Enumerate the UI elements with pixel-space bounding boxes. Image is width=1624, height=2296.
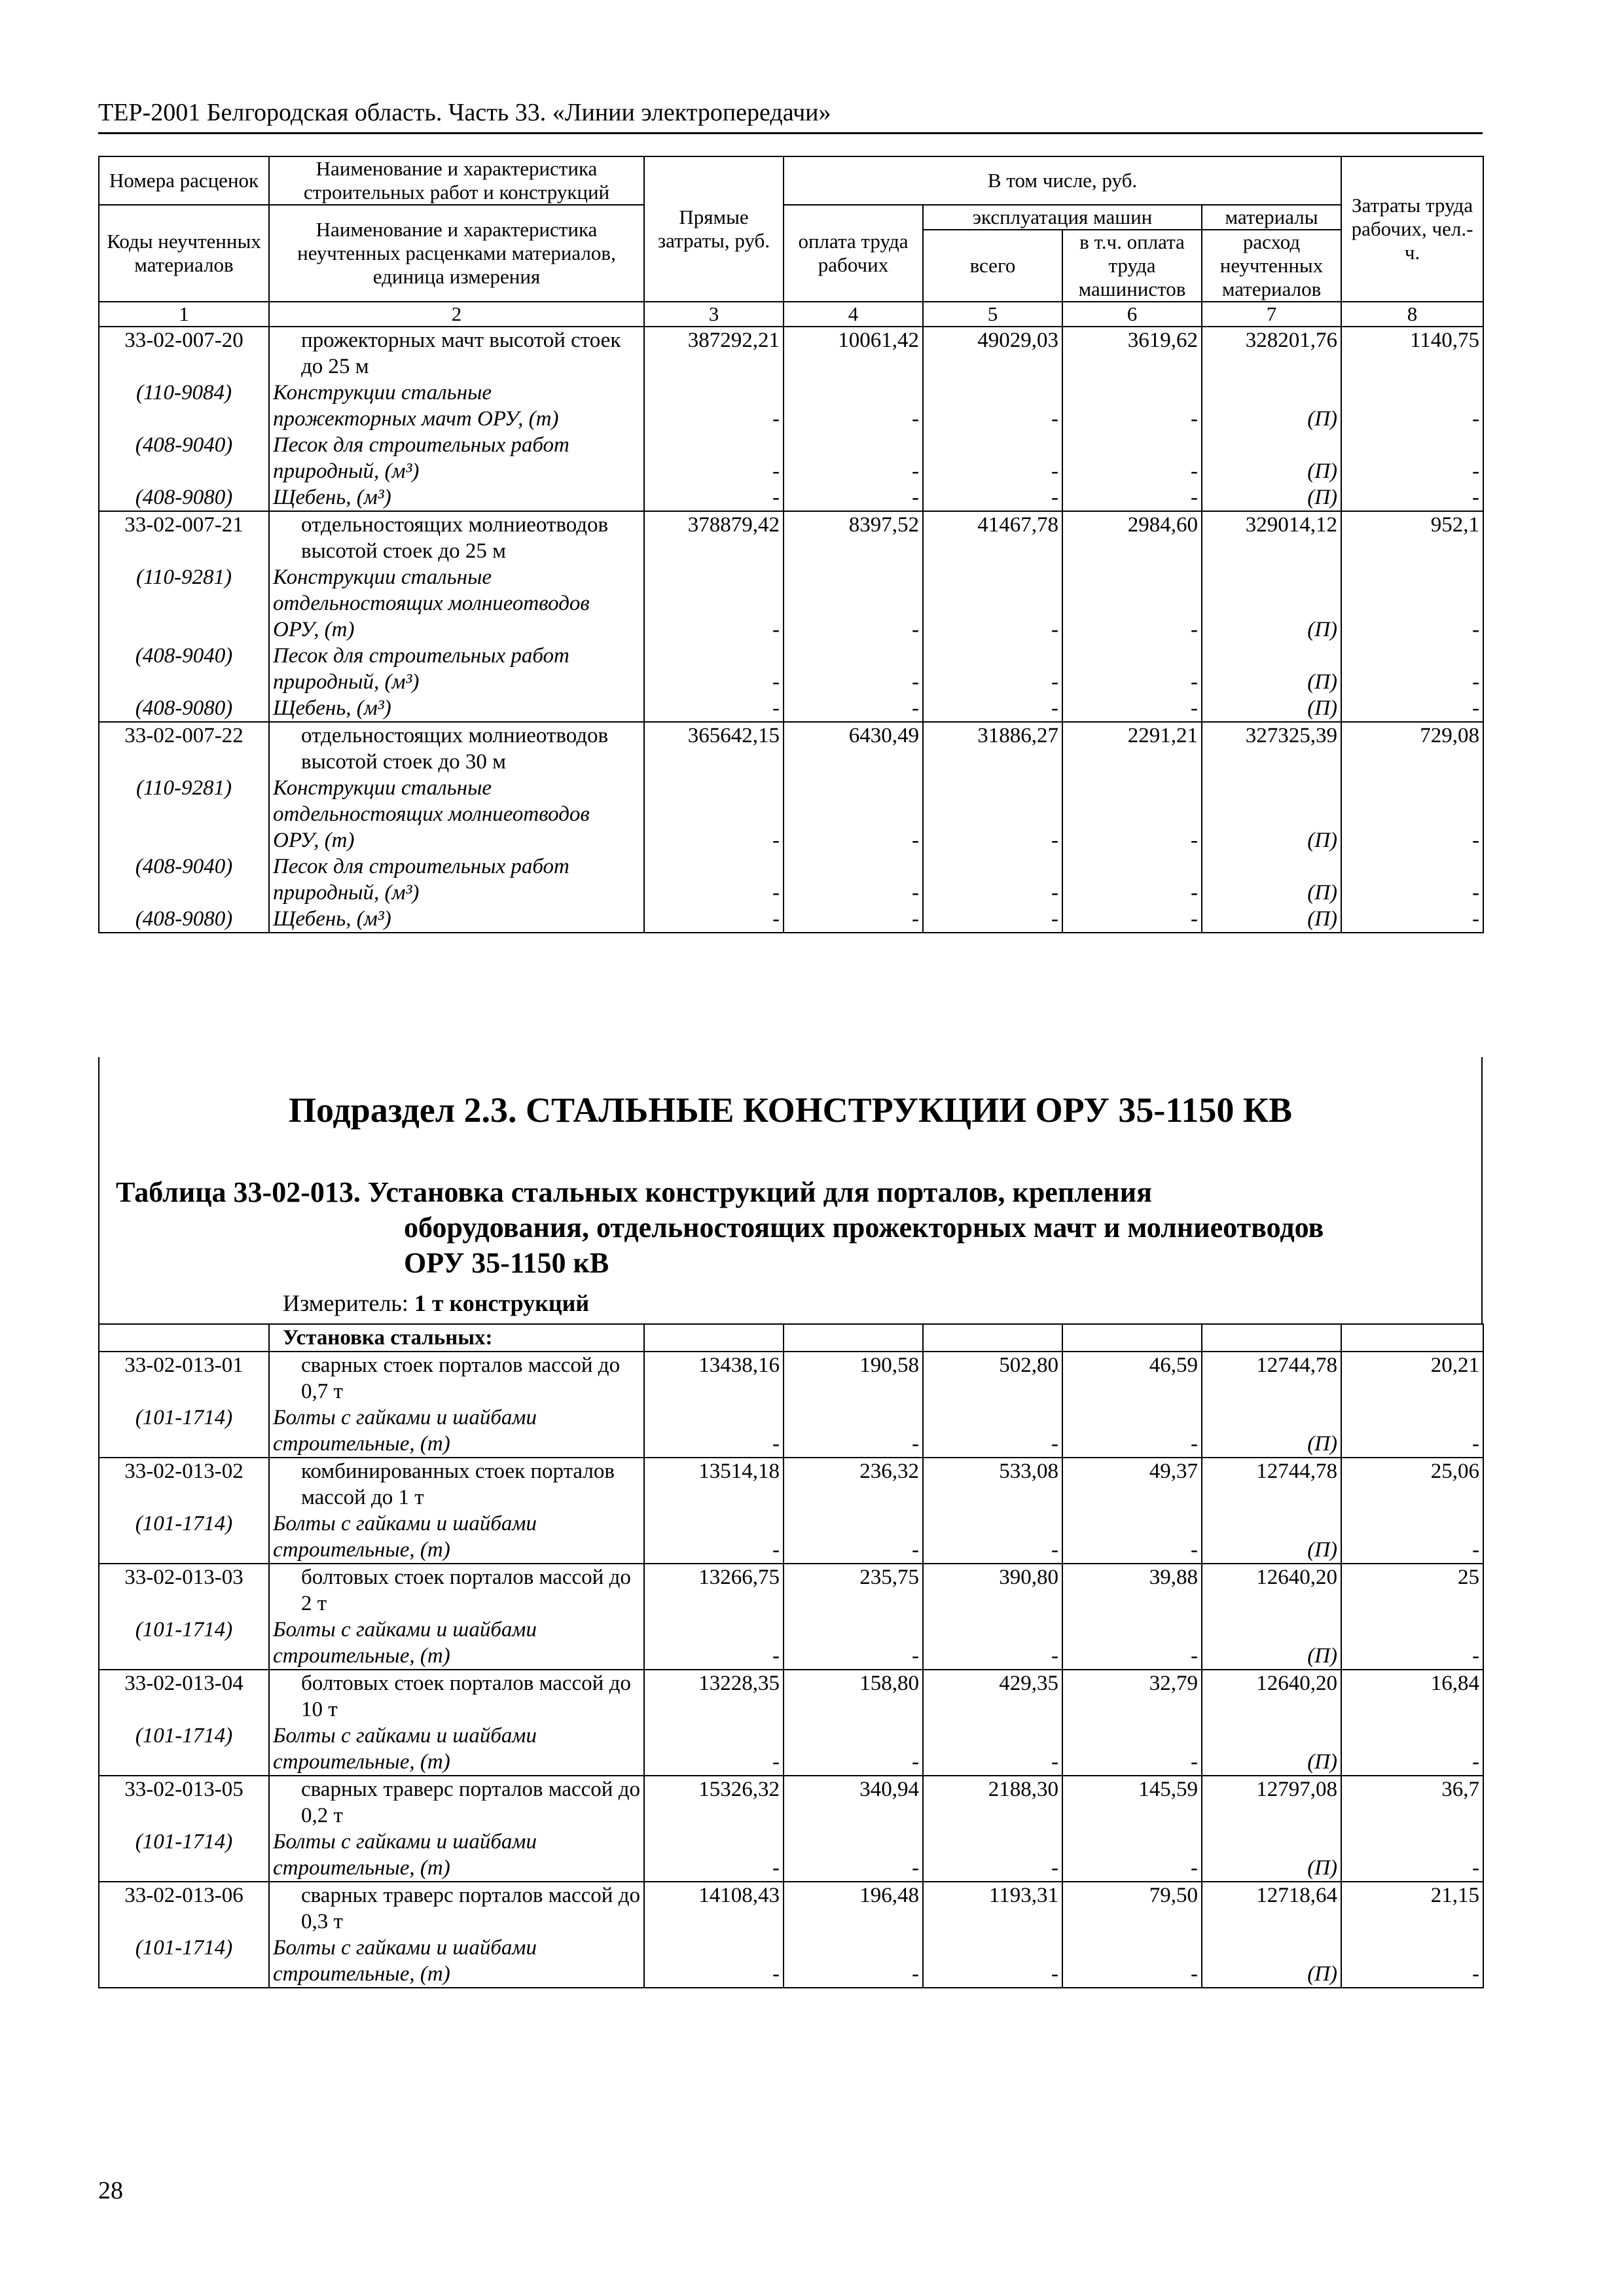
dash-cell: - [784,1405,923,1458]
group-cell-empty [784,1324,923,1352]
rate-value: 49,37 [1062,1458,1202,1511]
table-head [99,156,1483,327]
rate-value: 13228,35 [644,1670,784,1723]
material-name: Болты с гайками и шайбами строительные, (т) [269,1723,644,1776]
material-flag: (П) [1202,853,1341,906]
col-machines-pay: в т.ч. оплата труда машинистов [1062,230,1202,302]
rate-value: 8397,52 [784,511,923,564]
material-row [99,1405,1483,1458]
dash-cell: - [784,1511,923,1564]
rate-row [99,511,1483,564]
rate-value: 328201,76 [1202,327,1341,380]
material-flag: (П) [1202,484,1341,511]
rate-value: 12640,20 [1202,1564,1341,1617]
dash-cell: - [644,775,784,853]
rate-value: 36,7 [1341,1776,1483,1829]
dash-cell: - [1341,1829,1483,1882]
dash-cell: - [1341,1511,1483,1564]
rate-value: 235,75 [784,1564,923,1617]
dash-cell: - [1062,1723,1202,1776]
material-name: Конструкции стальные отдельностоящих молниеотводов ОРУ, (т) [269,775,644,853]
rate-code: 33-02-013-06 [99,1882,269,1935]
dash-cell: - [1062,643,1202,695]
rate-name: отдельностоящих молниеотводов высотой стоек до 25 м [269,511,644,564]
dash-cell: - [784,1829,923,1882]
material-name: Болты с гайками и шайбами строительные, (т) [269,1617,644,1670]
rate-value: 236,32 [784,1458,923,1511]
dash-cell: - [644,1829,784,1882]
rate-row [99,327,1483,380]
material-code: (408-9080) [99,484,269,511]
material-code: (110-9281) [99,775,269,853]
table-body-1 [99,327,1483,933]
dash-cell: - [1062,484,1202,511]
rate-value: 533,08 [923,1458,1062,1511]
rate-name: сварных траверс порталов массой до 0,2 т [269,1776,644,1829]
page-header: ТЕР-2001 Белгородская область. Часть 33. «Линии электропередачи» [98,98,1483,134]
dash-cell: - [923,1935,1062,1988]
measure-value: 1 т конструкций [414,1290,590,1316]
material-code: (408-9040) [99,643,269,695]
rate-value: 6430,49 [784,722,923,775]
material-flag: (П) [1202,1617,1341,1670]
dash-cell: - [644,484,784,511]
dash-cell: - [1341,380,1483,432]
dash-cell: - [1341,695,1483,722]
group-cell-empty [1341,1324,1483,1352]
col-number: 4 [784,302,923,327]
rate-value: 365642,15 [644,722,784,775]
rate-value: 429,35 [923,1670,1062,1723]
dash-cell: - [784,432,923,484]
material-row [99,1935,1483,1988]
rate-value: 12718,64 [1202,1882,1341,1935]
dash-cell: - [644,1511,784,1564]
material-code: (408-9080) [99,906,269,933]
material-name: Песок для строительных работ природный, (м³) [269,643,644,695]
dash-cell: - [1341,1405,1483,1458]
rate-value: 340,94 [784,1776,923,1829]
rate-name: прожекторных мачт высотой стоек до 25 м [269,327,644,380]
material-row [99,775,1483,853]
material-row [99,906,1483,933]
rate-value: 12744,78 [1202,1458,1341,1511]
material-row [99,564,1483,643]
dash-cell: - [1062,1511,1202,1564]
col-codes-bottom: Коды неучтенных материалов [99,205,269,302]
material-code: (408-9040) [99,432,269,484]
rate-name: болтовых стоек порталов массой до 10 т [269,1670,644,1723]
material-flag: (П) [1202,1405,1341,1458]
dash-cell: - [784,775,923,853]
rate-name: сварных стоек порталов массой до 0,7 т [269,1352,644,1405]
rate-code: 33-02-007-21 [99,511,269,564]
material-row [99,380,1483,432]
material-name: Болты с гайками и шайбами строительные, (т) [269,1935,644,1988]
dash-cell: - [1062,1617,1202,1670]
col-number: 1 [99,302,269,327]
rate-value: 13438,16 [644,1352,784,1405]
material-flag: (П) [1202,695,1341,722]
dash-cell: - [784,1617,923,1670]
rate-value: 1140,75 [1341,327,1483,380]
dash-cell: - [644,1935,784,1988]
dash-cell: - [923,1511,1062,1564]
rate-row [99,1352,1483,1405]
dash-cell: - [1341,643,1483,695]
dash-cell: - [1341,1935,1483,1988]
dash-cell: - [784,695,923,722]
dash-cell: - [1062,1405,1202,1458]
material-row [99,853,1483,906]
dash-cell: - [784,1723,923,1776]
material-flag: (П) [1202,1511,1341,1564]
dash-cell: - [784,564,923,643]
material-flag: (П) [1202,643,1341,695]
col-labor-cost: Затраты труда рабочих, чел.-ч. [1341,156,1483,302]
dash-cell: - [923,484,1062,511]
rate-value: 2291,21 [1062,722,1202,775]
col-numbers-row [99,302,1483,327]
dash-cell: - [644,380,784,432]
rate-value: 13514,18 [644,1458,784,1511]
rate-code: 33-02-007-22 [99,722,269,775]
col-materials-consumption: расход неучтенных материалов [1202,230,1341,302]
rate-value: 3619,62 [1062,327,1202,380]
rate-value: 32,79 [1062,1670,1202,1723]
rate-name: болтовых стоек порталов массой до 2 т [269,1564,644,1617]
material-row [99,1723,1483,1776]
dash-cell: - [644,1617,784,1670]
rate-value: 21,15 [1341,1882,1483,1935]
rate-row [99,722,1483,775]
rate-value: 327325,39 [1202,722,1341,775]
rate-value: 12640,20 [1202,1670,1341,1723]
rate-value: 46,59 [1062,1352,1202,1405]
rate-name: комбинированных стоек порталов массой до 1 т [269,1458,644,1511]
rate-value: 145,59 [1062,1776,1202,1829]
col-codes-top: Номера расценок [99,156,269,205]
material-name: Болты с гайками и шайбами строительные, (т) [269,1511,644,1564]
rate-row [99,1776,1483,1829]
measure-label: Измеритель: [283,1290,408,1316]
col-labor-pay: оплата труда рабочих [784,205,923,302]
material-code: (110-9281) [99,564,269,643]
dash-cell: - [784,853,923,906]
material-flag: (П) [1202,564,1341,643]
col-number: 8 [1341,302,1483,327]
material-row [99,643,1483,695]
group-cell-empty [1202,1324,1341,1352]
col-name-bottom: Наименование и характеристика неучтенных расценками материалов, единица измерения [269,205,644,302]
table-title [116,1175,1471,1281]
dash-cell: - [1062,432,1202,484]
rate-value: 196,48 [784,1882,923,1935]
col-number: 2 [269,302,644,327]
material-code: (408-9080) [99,695,269,722]
rate-code: 33-02-007-20 [99,327,269,380]
material-flag: (П) [1202,1935,1341,1988]
material-name: Болты с гайками и шайбами строительные, (т) [269,1405,644,1458]
dash-cell: - [1062,695,1202,722]
rate-value: 25,06 [1341,1458,1483,1511]
dash-cell: - [1062,853,1202,906]
col-name-top: Наименование и характеристика строительных работ и конструкций [269,156,644,205]
dash-cell: - [1341,906,1483,933]
dash-cell: - [923,853,1062,906]
col-including: В том числе, руб. [784,156,1341,205]
table-title-line: ОРУ 35-1150 кВ [404,1247,609,1279]
rate-value: 952,1 [1341,511,1483,564]
dash-cell: - [1062,775,1202,853]
rate-code: 33-02-013-02 [99,1458,269,1511]
rate-value: 502,80 [923,1352,1062,1405]
material-name: Песок для строительных работ природный, (м³) [269,853,644,906]
dash-cell: - [1341,432,1483,484]
rate-value: 39,88 [1062,1564,1202,1617]
col-number: 5 [923,302,1062,327]
dash-cell: - [923,1829,1062,1882]
rate-value: 390,80 [923,1564,1062,1617]
col-machines-total: всего [923,230,1062,302]
dash-cell: - [1062,564,1202,643]
rate-value: 14108,43 [644,1882,784,1935]
dash-cell: - [644,853,784,906]
rate-value: 729,08 [1341,722,1483,775]
rate-value: 49029,03 [923,327,1062,380]
group-label: Установка стальных: [269,1324,644,1352]
dash-cell: - [1341,1723,1483,1776]
material-code: (101-1714) [99,1511,269,1564]
dash-cell: - [923,695,1062,722]
group-cell-empty [923,1324,1062,1352]
dash-cell: - [1341,484,1483,511]
rate-row [99,1458,1483,1511]
material-name: Щебень, (м³) [269,484,644,511]
rates-table [98,156,1484,933]
rate-value: 190,58 [784,1352,923,1405]
dash-cell: - [1062,1829,1202,1882]
material-code: (101-1714) [99,1617,269,1670]
dash-cell: - [923,643,1062,695]
dash-cell: - [1341,1617,1483,1670]
rate-code: 33-02-013-01 [99,1352,269,1405]
dash-cell: - [1341,564,1483,643]
rate-value: 2984,60 [1062,511,1202,564]
dash-cell: - [644,432,784,484]
dash-cell: - [784,643,923,695]
dash-cell: - [784,906,923,933]
material-row [99,1829,1483,1882]
material-flag: (П) [1202,1723,1341,1776]
material-name: Песок для строительных работ природный, (м³) [269,432,644,484]
page-number: 28 [98,2177,123,2204]
material-row [99,695,1483,722]
table-body-2 [99,1324,1483,1988]
rate-row [99,1882,1483,1935]
dash-cell: - [644,1405,784,1458]
col-materials: материалы [1202,205,1341,230]
col-machines: эксплуатация машин [923,205,1202,230]
dash-cell: - [923,380,1062,432]
col-number: 6 [1062,302,1202,327]
dash-cell: - [644,695,784,722]
material-row [99,484,1483,511]
dash-cell: - [923,1617,1062,1670]
material-flag: (П) [1202,906,1341,933]
material-code: (101-1714) [99,1935,269,1988]
rate-code: 33-02-013-04 [99,1670,269,1723]
group-cell-empty [1062,1324,1202,1352]
rate-value: 16,84 [1341,1670,1483,1723]
dash-cell: - [1062,380,1202,432]
dash-cell: - [923,432,1062,484]
dash-cell: - [644,1723,784,1776]
rate-value: 10061,42 [784,327,923,380]
material-name: Щебень, (м³) [269,695,644,722]
rate-value: 12797,08 [1202,1776,1341,1829]
dash-cell: - [644,643,784,695]
measure-unit [283,1289,589,1317]
rate-value: 20,21 [1341,1352,1483,1405]
material-row [99,1617,1483,1670]
col-number: 3 [644,302,784,327]
dash-cell: - [923,906,1062,933]
dash-cell: - [923,775,1062,853]
material-name: Конструкции стальные прожекторных мачт ОРУ, (т) [269,380,644,432]
subsection-title: Подраздел 2.3. СТАЛЬНЫЕ КОНСТРУКЦИИ ОРУ 35-1150 КВ [288,1090,1293,1130]
material-flag: (П) [1202,380,1341,432]
material-code: (110-9084) [99,380,269,432]
rate-value: 2188,30 [923,1776,1062,1829]
rate-value: 12744,78 [1202,1352,1341,1405]
dash-cell: - [1341,775,1483,853]
rate-value: 158,80 [784,1670,923,1723]
dash-cell: - [923,1723,1062,1776]
material-row [99,1511,1483,1564]
dash-cell: - [1341,853,1483,906]
material-code: (101-1714) [99,1723,269,1776]
dash-cell: - [923,564,1062,643]
rate-name: отдельностоящих молниеотводов высотой стоек до 30 м [269,722,644,775]
material-name: Болты с гайками и шайбами строительные, (т) [269,1829,644,1882]
rate-value: 15326,32 [644,1776,784,1829]
dash-cell: - [1062,1935,1202,1988]
rate-row [99,1564,1483,1617]
dash-cell: - [644,564,784,643]
rates-table-2 [98,1323,1484,1988]
rate-value: 13266,75 [644,1564,784,1617]
rate-value: 1193,31 [923,1882,1062,1935]
dash-cell: - [1062,906,1202,933]
material-flag: (П) [1202,1829,1341,1882]
col-direct: Прямые затраты, руб. [644,156,784,302]
rate-value: 41467,78 [923,511,1062,564]
rate-value: 31886,27 [923,722,1062,775]
material-code: (408-9040) [99,853,269,906]
rate-name: сварных траверс порталов массой до 0,3 т [269,1882,644,1935]
rate-value: 387292,21 [644,327,784,380]
table-title-line: оборудования, отдельностоящих прожекторных мачт и молниеотводов [404,1211,1324,1244]
material-name: Щебень, (м³) [269,906,644,933]
rate-value: 378879,42 [644,511,784,564]
rate-row [99,1670,1483,1723]
dash-cell: - [784,380,923,432]
rate-value: 329014,12 [1202,511,1341,564]
material-code: (101-1714) [99,1829,269,1882]
rate-value: 79,50 [1062,1882,1202,1935]
dash-cell: - [784,484,923,511]
material-row [99,432,1483,484]
table-title-line: Таблица 33-02-013. Установка стальных конструкций для порталов, крепления [116,1176,1152,1208]
group-row [99,1324,1483,1352]
rate-code: 33-02-013-03 [99,1564,269,1617]
material-flag: (П) [1202,432,1341,484]
material-name: Конструкции стальные отдельностоящих молниеотводов ОРУ, (т) [269,564,644,643]
subsection-block [98,1057,1483,1323]
group-cell-empty [644,1324,784,1352]
col-number: 7 [1202,302,1341,327]
material-code: (101-1714) [99,1405,269,1458]
group-cell-empty [99,1324,269,1352]
dash-cell: - [644,906,784,933]
rate-value: 25 [1341,1564,1483,1617]
dash-cell: - [784,1935,923,1988]
material-flag: (П) [1202,775,1341,853]
dash-cell: - [923,1405,1062,1458]
rate-code: 33-02-013-05 [99,1776,269,1829]
